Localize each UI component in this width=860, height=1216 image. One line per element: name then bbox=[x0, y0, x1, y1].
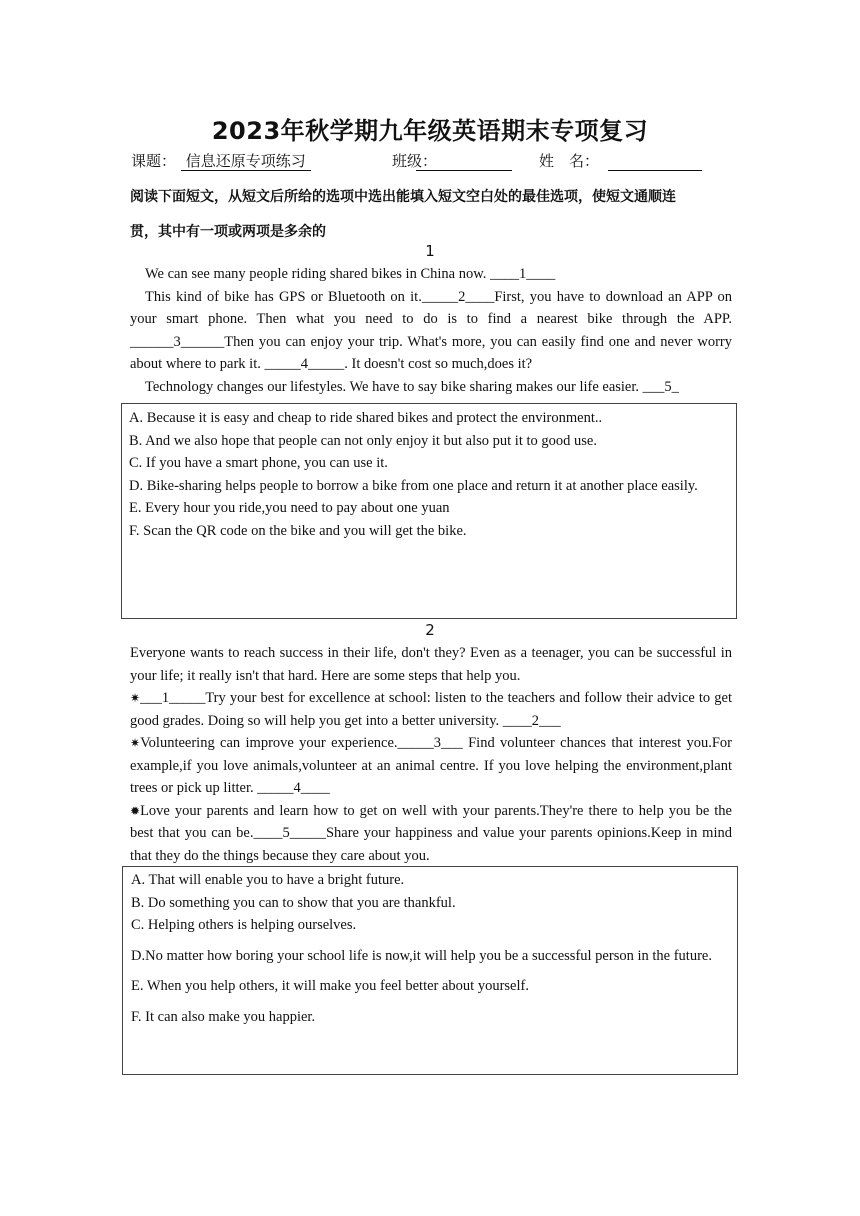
option-f: F. Scan the QR code on the bike and you will get the bike. bbox=[129, 522, 467, 539]
star-bullet-icon: ✷ bbox=[130, 736, 141, 750]
option-a: A. That will enable you to have a bright future. bbox=[131, 872, 405, 888]
instructions: 阅读下面短文，从短文后所给的选项中选出能填入短文空白处的最佳选项，使短文通顺连 贯，其中有一项或两项是多余的 bbox=[130, 189, 676, 240]
passage-line: Technology changes our lifestyles. We have to say bike sharing makes our life easier. ___5_ bbox=[145, 378, 679, 395]
topic-label: 课题： bbox=[131, 152, 177, 170]
option-b: B. Do something you can to show that you are thankful. bbox=[131, 894, 456, 911]
section-1-passage bbox=[130, 263, 732, 398]
topic-value: 信息还原专项练习 bbox=[181, 150, 311, 171]
name-label: 姓 名： bbox=[539, 152, 600, 170]
star-bullet-icon: ✷ bbox=[130, 691, 141, 705]
passage-intro: Everyone wants to reach success in their life, don't they? Even as a teenager, you can be successful in your life; it really isn't that hard. Here are some steps that help you. bbox=[130, 645, 732, 684]
sun-bullet-icon: ✹ bbox=[130, 803, 141, 818]
option-d: D.No matter how boring your school life is now,it will help you be a successful person in the future. bbox=[131, 947, 712, 964]
class-label: 班级： bbox=[392, 152, 438, 170]
section-1-number: 1 bbox=[425, 242, 435, 260]
header-fields bbox=[131, 150, 751, 172]
option-e: E. When you help others, it will make you feel better about yourself. bbox=[131, 978, 529, 994]
section-2-number: 2 bbox=[425, 621, 435, 639]
passage-bullet: ✷___1_____Try your best for excellence at school: listen to the teachers and follow their advice to get good grades. Doing so will help you get into a better university. ____2___ bbox=[130, 690, 732, 729]
name-blank[interactable] bbox=[608, 150, 702, 171]
option-d: D. Bike-sharing helps people to borrow a bike from one place and return it at another place easily. bbox=[129, 477, 698, 494]
section-2-passage bbox=[130, 642, 732, 867]
section-1-options-box bbox=[121, 403, 737, 619]
option-c: C. Helping others is helping ourselves. bbox=[131, 917, 357, 933]
option-f: F. It can also make you happier. bbox=[131, 1008, 316, 1025]
passage-line: This kind of bike has GPS or Bluetooth on it._____2____First, you have to download an APP on your smart phone. Then what you need to do is to find a nearest bike through the APP. ______3______Then you can enjoy your trip. What's more, you can easily find one and never worry about where to park it. _____4_____. It doesn't cost so much,does it? bbox=[130, 288, 732, 372]
page-title: 2023年秋学期九年级英语期末专项复习 bbox=[211, 117, 649, 145]
passage-bullet: ✷Volunteering can improve your experience._____3___ Find volunteer chances that interest you.For example,if you love animals,volunteer at an animal centre. If you love helping the environment,plant trees or pick up litter. _____4____ bbox=[130, 735, 732, 796]
option-c: C. If you have a smart phone, you can use it. bbox=[129, 455, 388, 471]
class-blank[interactable] bbox=[416, 150, 512, 171]
passage-line: We can see many people riding shared bikes in China now. ____1____ bbox=[145, 266, 556, 282]
option-e: E. Every hour you ride,you need to pay about one yuan bbox=[129, 500, 450, 516]
option-a: A. Because it is easy and cheap to ride shared bikes and protect the environment.. bbox=[129, 410, 603, 426]
option-b: B. And we also hope that people can not only enjoy it but also put it to good use. bbox=[129, 432, 597, 449]
section-2-options-box bbox=[122, 866, 738, 1075]
passage-bullet: ✹Love your parents and learn how to get on well with your parents.They're there to help you be the best that you can be.____5_____Share your happiness and value your parents opinions.Keep in mind that they do the things because they care about you. bbox=[130, 802, 732, 864]
